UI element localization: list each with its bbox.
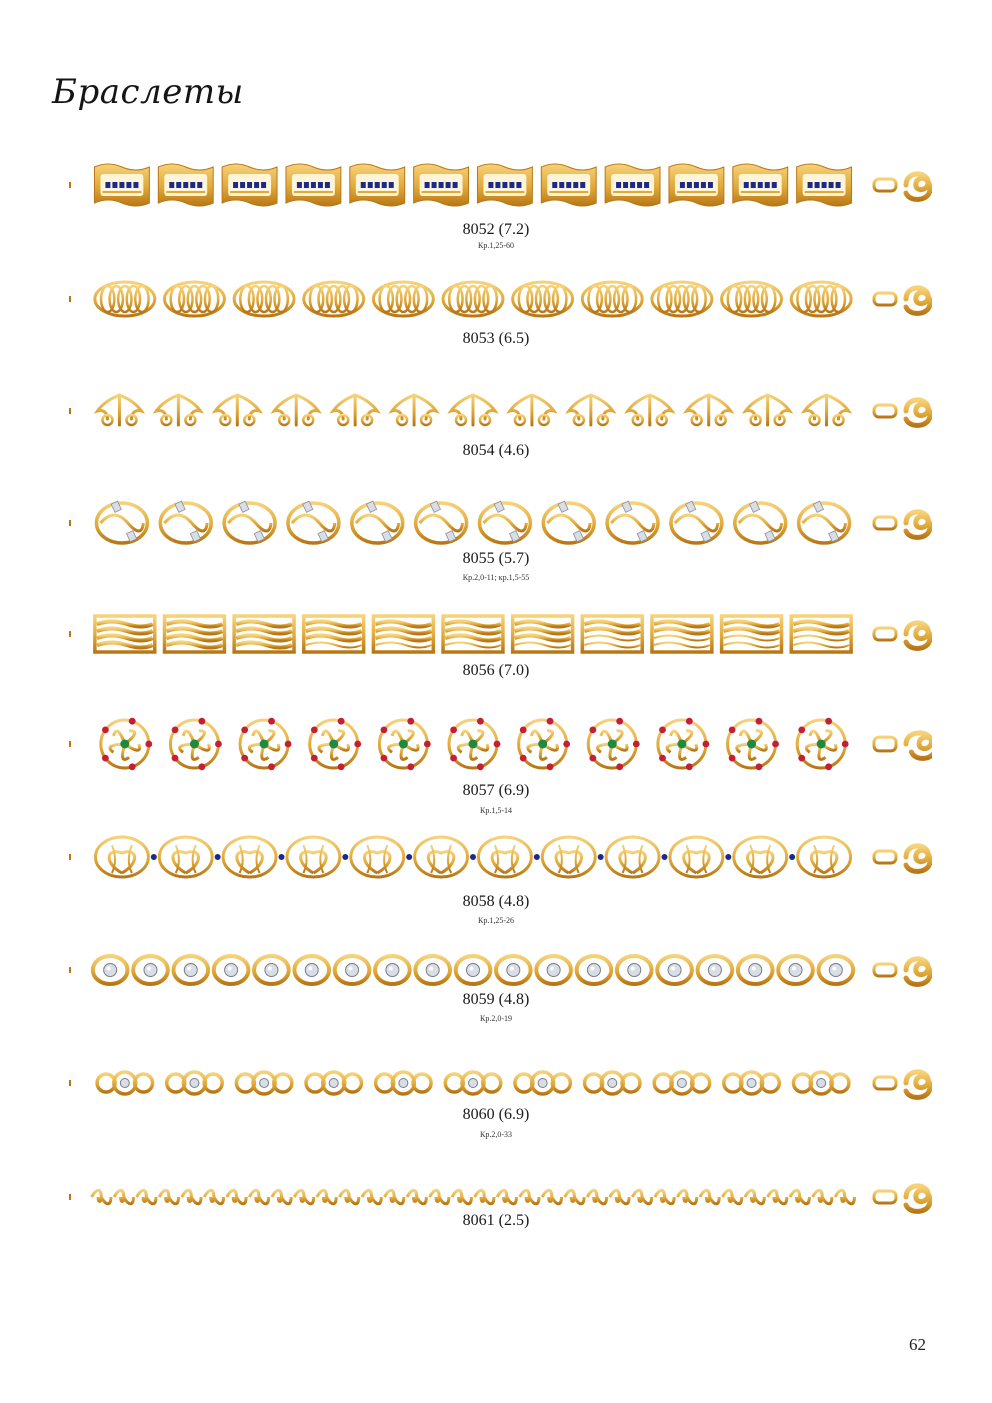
clasp-icon	[874, 512, 930, 537]
bracelet-image	[66, 712, 932, 776]
item-note: Кр.1,25-60	[478, 241, 514, 250]
item-code: 8052 (7.2)	[462, 221, 530, 238]
bracelet-image	[66, 831, 932, 883]
clasp-icon	[874, 174, 930, 199]
clasp-icon	[874, 1072, 930, 1097]
bracelet-image	[66, 160, 932, 210]
item-code: 8060 (6.9)	[462, 1106, 530, 1123]
clasp-icon	[874, 959, 930, 984]
page-title: Браслеты	[52, 72, 244, 112]
clasp-icon	[874, 400, 930, 425]
bracelet-image	[66, 494, 932, 552]
item-code: 8053 (6.5)	[462, 330, 530, 347]
clasp-icon	[874, 623, 930, 648]
item-code: 8058 (4.8)	[462, 893, 530, 910]
item-code: 8057 (6.9)	[462, 782, 530, 799]
bracelet-image	[66, 1180, 932, 1214]
item-code: 8055 (5.7)	[462, 550, 530, 567]
bracelet-image	[66, 386, 932, 436]
item-code: 8054 (4.6)	[462, 442, 530, 459]
clasp-icon	[874, 733, 932, 758]
item-note: Кр.2,0-19	[480, 1014, 512, 1023]
item-code: 8059 (4.8)	[462, 991, 530, 1008]
item-note: Кр.1,25-26	[478, 916, 514, 925]
bracelet-image	[66, 1063, 932, 1103]
bracelet-oval-stone-icon	[93, 956, 853, 984]
item-code: 8056 (7.0)	[462, 662, 530, 679]
bracelet-image	[66, 274, 932, 324]
clasp-icon	[874, 1186, 930, 1211]
bracelet-image	[66, 950, 932, 990]
clasp-icon	[874, 288, 930, 313]
item-note: Кр.2,0-33	[480, 1130, 512, 1139]
bracelet-image	[66, 609, 932, 659]
clasp-icon	[874, 846, 930, 871]
item-note: Кр.1,5-14	[480, 806, 512, 815]
item-code: 8061 (2.5)	[462, 1212, 530, 1229]
item-note: Кр.2,0-11; кр.1,5-55	[462, 573, 530, 582]
page-number: 62	[909, 1335, 926, 1354]
